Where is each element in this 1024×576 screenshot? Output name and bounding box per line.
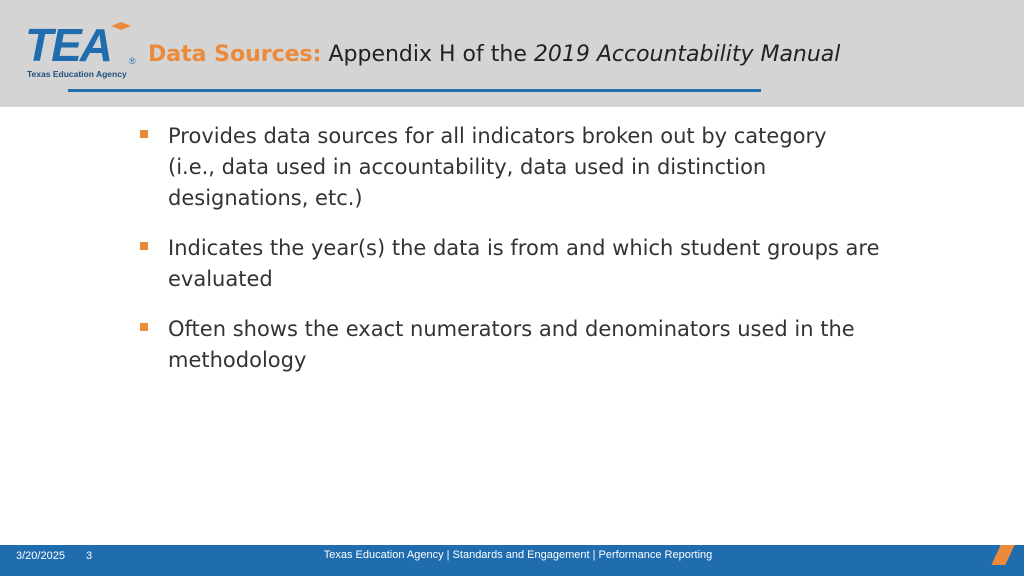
header-rule [68, 89, 761, 92]
bullet-line: Provides data sources for all indicators broken out by category [168, 124, 827, 148]
logo-mark: TEA [25, 19, 111, 71]
bullet-line: designations, etc.) [168, 186, 363, 210]
bullet-line: methodology [168, 348, 307, 372]
bullet-line: Indicates the year(s) the data is from and which student groups are [168, 236, 880, 260]
square-bullet-icon [140, 242, 148, 250]
header-band [0, 0, 1024, 107]
bullet-item [140, 314, 960, 376]
footer-bar [0, 545, 1024, 576]
bullet-line: evaluated [168, 267, 273, 291]
footer-accent [991, 545, 1014, 565]
tea-logo [25, 19, 140, 82]
graduation-cap-icon [111, 22, 131, 32]
title-accent: Data Sources: [148, 42, 322, 67]
bullet-line: (i.e., data used in accountability, data used in distinction [168, 155, 767, 179]
logo-subtitle: Texas Education Agency [27, 69, 127, 79]
page-title [148, 42, 840, 67]
title-plain: Appendix H of the [321, 42, 534, 67]
bullet-item [140, 233, 960, 295]
title-italic: 2019 Accountability Manual [533, 42, 841, 67]
footer-date: 3/20/2025 [16, 550, 65, 562]
bullet-item [140, 121, 960, 214]
square-bullet-icon [140, 323, 148, 331]
bullet-list [140, 121, 960, 395]
bullet-line: Often shows the exact numerators and denominators used in the [168, 317, 855, 341]
square-bullet-icon [140, 130, 148, 138]
footer-text: Texas Education Agency | Standards and Engagement | Performance Reporting [323, 549, 713, 561]
registered-mark: ® [129, 56, 136, 66]
page-number: 3 [86, 550, 93, 562]
